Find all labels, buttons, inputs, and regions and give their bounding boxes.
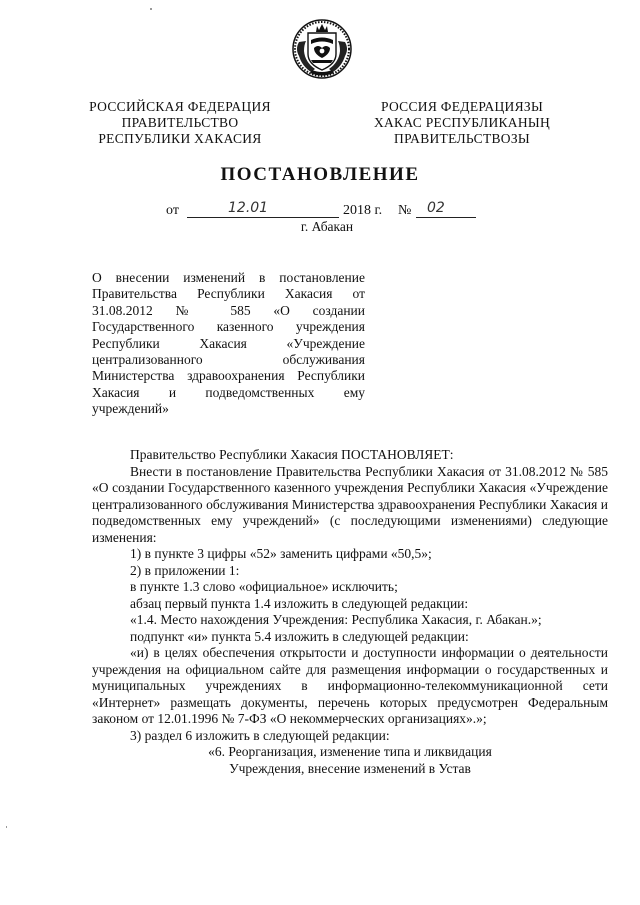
number-label: № (398, 203, 412, 218)
header-left-line-2: ПРАВИТЕЛЬСТВО (121, 115, 239, 130)
handwritten-number: 02 (427, 200, 445, 216)
header-right-block (352, 99, 572, 147)
scan-speck (150, 8, 152, 10)
header-right-line-3: ПРАВИТЕЛЬСТВОЗЫ (394, 131, 530, 146)
document-type-title: ПОСТАНОВЛЕНИЕ (220, 164, 420, 185)
body-paragraph: Внести в постановление Правительства Республики Хакасия от 31.08.2012 № 585 «О создании Государственного казенного учреждения Республики Хакасия «Учреждение централизованного обслуживания Министерства здравоохранения Республики Хакасия и подведомственных ему учреждений» (с последующими изменениями) следующие изменения: (92, 463, 608, 545)
header-right-line-2: ХАКАС РЕСПУБЛИКАНЫҢ (373, 115, 551, 130)
body-paragraph: в пункте 1.3 слово «официальное» исключить; (130, 579, 398, 594)
document-body (92, 447, 608, 777)
body-paragraph: 3) раздел 6 изложить в следующей редакции: (130, 727, 390, 743)
section-heading-line: «6. Реорганизация, изменение типа и ликвидация (208, 744, 492, 759)
body-paragraph: Правительство Республики Хакасия ПОСТАНОВЛЯЕТ: (130, 447, 454, 462)
body-paragraph: абзац первый пункта 1.4 изложить в следующей редакции: (130, 595, 469, 611)
body-paragraph: «и) в целях обеспечения открытости и доступности информации о деятельности учреждения на официальном сайте для размещения информации о государственных и муниципальных учреждениях в информационно-телекоммуникационной сети «Интернет» размещать документы, перечень которых предусмотрен Федеральным законом от 12.01.1996 № 7-ФЗ «О некоммерческих организациях».»; (92, 645, 608, 726)
number-underline (416, 203, 476, 218)
date-year: 2018 г. (343, 203, 383, 218)
date-from-label: от (166, 203, 179, 218)
body-paragraph: 1) в пункте 3 цифры «52» заменить цифрами «50,5»; (130, 546, 432, 561)
document-subject: О внесении изменений в постановление Правительства Республики Хакасия от 31.08.2012 № 585 «О создании Государственного казенного учреждения Республики Хакасия «Учреждение централизованного обслуживания Министерства здравоохранения Республики Хакасия и подведомственных ему учреждений» (92, 270, 365, 417)
body-paragraph: подпункт «и» пункта 5.4 изложить в следующей редакции: (130, 628, 469, 644)
header-left-line-1: РОССИЙСКАЯ ФЕДЕРАЦИЯ (89, 99, 271, 114)
scan-speck (6, 826, 7, 828)
city-label: г. Абакан (300, 219, 354, 234)
header-left-line-3: РЕСПУБЛИКИ ХАКАСИЯ (98, 131, 262, 146)
body-paragraph: 2) в приложении 1: (130, 562, 240, 578)
section-heading-line: Учреждения, внесение изменений в Устав (229, 760, 471, 776)
handwritten-date: 12.01 (228, 200, 269, 216)
header-left-block (70, 99, 290, 147)
coat-of-arms-emblem (291, 18, 353, 80)
header-right-line-1: РОССИЯ ФЕДЕРАЦИЯЗЫ (380, 99, 544, 114)
body-paragraph: «1.4. Место нахождения Учреждения: Республика Хакасия, г. Абакан.»; (130, 612, 542, 627)
